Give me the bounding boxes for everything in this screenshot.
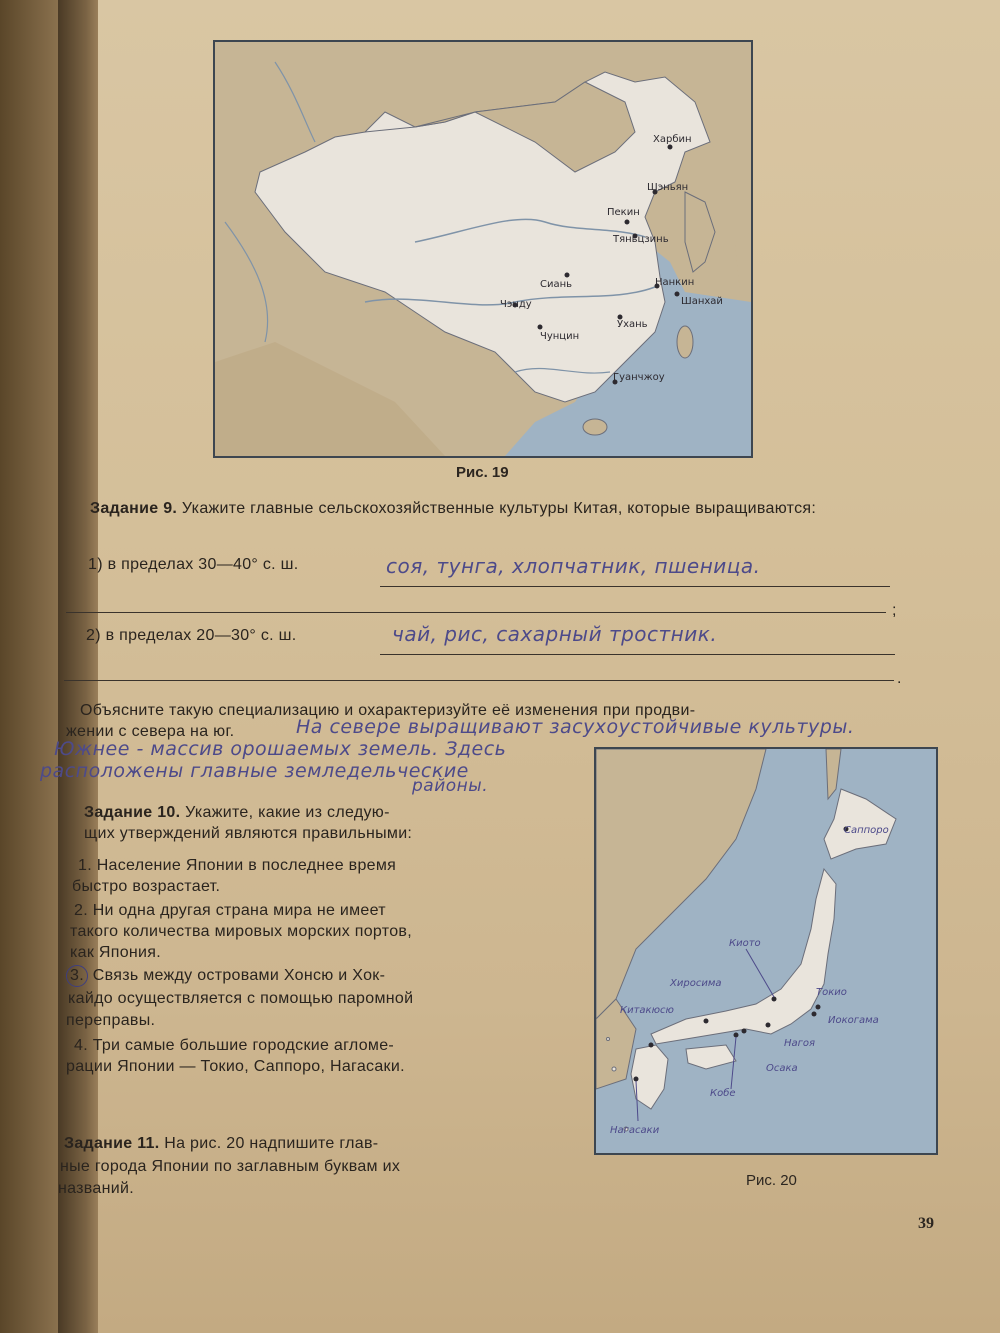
task-10-text-1: Укажите, какие из следую- xyxy=(185,804,390,821)
task-9-item-1-label: 1) в пределах 30—40° с. ш. xyxy=(88,556,299,573)
japan-city-kitakyushu: Китакюсю xyxy=(620,1005,674,1016)
city-label-harbin: Харбин xyxy=(653,134,692,145)
japan-city-nagoya: Нагоя xyxy=(784,1038,816,1049)
task-11-prompt xyxy=(64,1133,544,1154)
japan-city-kobe: Кобе xyxy=(710,1088,736,1099)
handwritten-answer-1: соя, тунга, хлопчатник, пшеница. xyxy=(386,554,761,578)
japan-city-tokyo: Токио xyxy=(816,987,847,998)
japan-map xyxy=(594,747,938,1155)
task-9-heading: Задание 9. xyxy=(90,500,178,517)
answer-line-4 xyxy=(64,680,894,681)
city-label-tianjin: Тяньцзинь xyxy=(613,234,669,245)
answer-line-3 xyxy=(380,654,895,655)
task-9-prompt xyxy=(90,498,900,519)
china-map-svg xyxy=(215,42,751,456)
task-10-prompt xyxy=(84,802,554,823)
city-label-wuhan: Ухань xyxy=(617,319,648,330)
statement-2-line-1: 2. Ни одна другая страна мира не имеет xyxy=(74,902,386,919)
statement-3-line-3: переправы. xyxy=(66,1012,156,1029)
task-10-heading: Задание 10. xyxy=(84,804,181,821)
previous-page-edge xyxy=(0,0,58,1333)
statement-3-text: Связь между островами Хонсю и Хок- xyxy=(92,967,386,984)
city-label-beijing: Пекин xyxy=(607,207,640,218)
city-label-shanghai: Шанхай xyxy=(681,296,723,307)
city-label-chengdu: Чэнду xyxy=(500,299,532,310)
item-2-period: . xyxy=(897,670,902,687)
page-number: 39 xyxy=(918,1215,934,1232)
statement-1-line-1: 1. Население Японии в последнее время xyxy=(78,857,397,874)
figure-20-caption: Рис. 20 xyxy=(746,1172,797,1189)
japan-city-kyoto: Киото xyxy=(729,938,761,949)
japan-city-hiroshima: Хиросима xyxy=(670,978,722,989)
china-map xyxy=(213,40,753,458)
japan-map-svg xyxy=(596,749,936,1153)
task-9-explain-line-1: Объясните такую специализацию и охарактеризуйте её изменения при продви- xyxy=(80,702,696,719)
statement-4-line-1: 4. Три самые большие городские агломе- xyxy=(74,1037,395,1054)
statement-3-circled-number: 3. xyxy=(66,965,88,987)
city-label-nanjing: Нанкин xyxy=(655,277,695,288)
handwritten-explanation-2: Южнее - массив орошаемых земель. Здесь xyxy=(54,738,507,760)
statement-3-line-1 xyxy=(70,965,385,987)
handwritten-answer-2: чай, рис, сахарный тростник. xyxy=(392,622,718,646)
task-9-item-2-label: 2) в пределах 20—30° с. ш. xyxy=(86,627,297,644)
item-1-semicolon: ; xyxy=(892,602,897,619)
japan-city-sapporo: Саппоро xyxy=(844,825,889,836)
japan-city-osaka: Осака xyxy=(766,1063,798,1074)
city-label-xian: Сиань xyxy=(540,279,573,290)
statement-1-line-2: быстро возрастает. xyxy=(72,878,221,895)
task-11-heading: Задание 11. xyxy=(64,1135,160,1152)
japan-city-yokohama: Иокогама xyxy=(828,1015,879,1026)
task-9-text: Укажите главные сельскохозяйственные культуры Китая, которые выращиваются: xyxy=(181,500,817,517)
city-label-shenyang: Шэньян xyxy=(647,182,689,193)
task-9-explain-line-2: жении с севера на юг. xyxy=(66,723,235,740)
answer-line-1 xyxy=(380,586,890,587)
handwritten-explanation-3: расположены главные земледельческие xyxy=(40,760,469,782)
handwritten-explanation-1: На севере выращивают засухоустойчивые культуры. xyxy=(296,716,855,738)
figure-19-caption: Рис. 19 xyxy=(456,464,509,481)
statement-4-line-2: рации Японии — Токио, Саппоро, Нагасаки. xyxy=(66,1058,405,1075)
handwritten-explanation-4: районы. xyxy=(412,776,489,796)
statement-2-line-2: такого количества мировых морских портов, xyxy=(70,923,412,940)
answer-line-2 xyxy=(66,612,886,613)
city-label-guangzhou: Гуанчжоу xyxy=(613,372,665,383)
task-10-text-2: щих утверждений являются правильными: xyxy=(84,825,413,842)
statement-2-line-3: как Япония. xyxy=(70,944,161,961)
statement-3-line-2: кайдо осуществляется с помощью паромной xyxy=(68,990,414,1007)
task-11-text-3: названий. xyxy=(58,1180,134,1197)
japan-city-nagasaki: Нагасаки xyxy=(610,1125,660,1136)
task-11-text-1: На рис. 20 надпишите глав- xyxy=(164,1135,379,1152)
city-label-chongqing: Чунцин xyxy=(540,331,580,342)
task-11-text-2: ные города Японии по заглавным буквам их xyxy=(60,1158,401,1175)
